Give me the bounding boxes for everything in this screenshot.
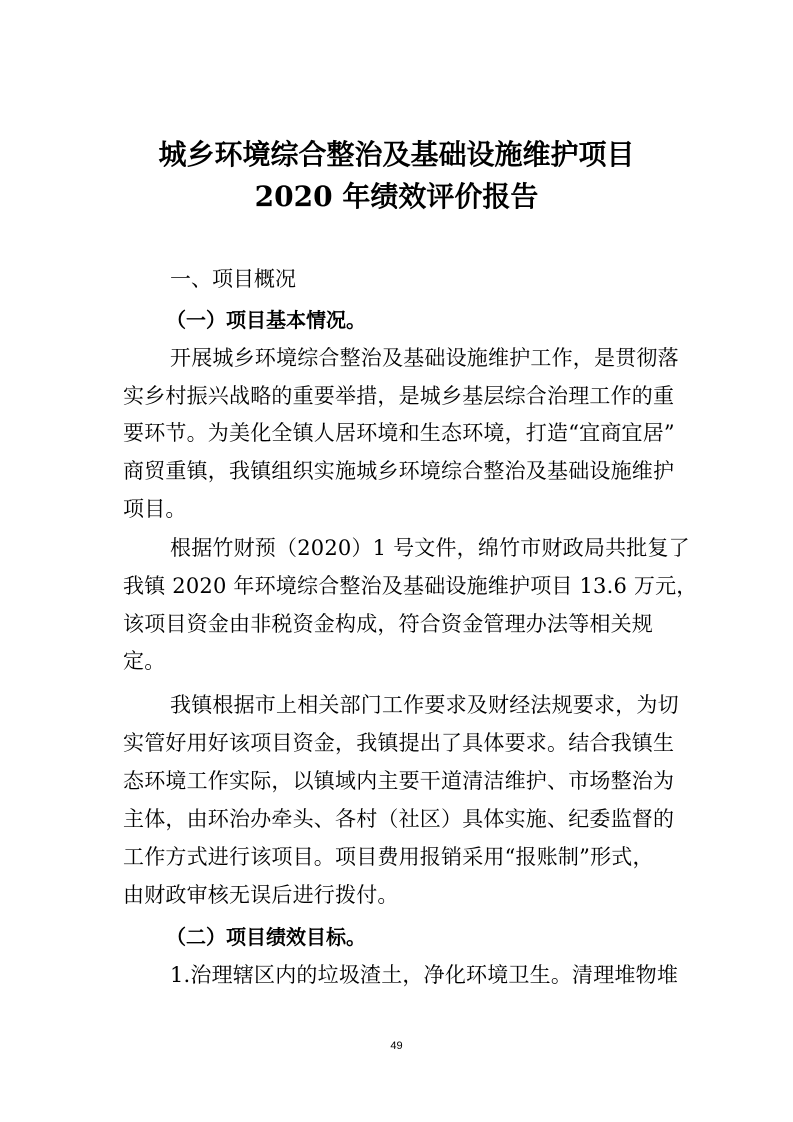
paragraph-line: 由财政审核无误后进行拨付。	[123, 883, 399, 907]
paragraph-line: 要环节。为美化全镇人居环境和生态环境，打造“宜商宜居”	[123, 421, 675, 445]
paragraph-line: 实乡村振兴战略的重要举措，是城乡基层综合治理工作的重	[123, 384, 675, 408]
paragraph-line: 定。	[123, 649, 166, 673]
paragraph-line: 项目。	[123, 497, 187, 521]
subsection-heading-performance-goals: （二）项目绩效目标。	[166, 925, 366, 949]
paragraph-line: 根据竹财预（2020）1 号文件，绵竹市财政局共批复了	[170, 536, 690, 560]
paragraph-line: 实管好用好该项目资金，我镇提出了具体要求。结合我镇生	[123, 731, 675, 755]
section-heading-project-overview: 一、项目概况	[170, 267, 296, 291]
paragraph-line: 主体，由环治办牵头、各村（社区）具体实施、纪委监督的	[123, 807, 675, 831]
paragraph-line: 1.治理辖区内的垃圾渣土，净化环境卫生。清理堆物堆	[170, 963, 679, 987]
paragraph-line: 我镇根据市上相关部门工作要求及财经法规要求，为切	[170, 693, 679, 717]
paragraph-line: 我镇 2020 年环境综合整治及基础设施维护项目 13.6 万元，	[123, 574, 698, 598]
paragraph-line: 态环境工作实际，以镇域内主要干道清洁维护、市场整治为	[123, 769, 675, 793]
subsection-heading-basic-info: （一）项目基本情况。	[166, 308, 366, 332]
report-title-line-2: 2020 年绩效评价报告	[254, 180, 539, 213]
paragraph-line: 开展城乡环境综合整治及基础设施维护工作，是贯彻落	[170, 346, 679, 370]
page-number: 49	[390, 1040, 403, 1052]
report-title-line-1: 城乡环境综合整治及基础设施维护项目	[158, 138, 635, 171]
paragraph-line: 工作方式进行该项目。项目费用报销采用“报账制”形式，	[123, 845, 654, 869]
paragraph-line: 商贸重镇，我镇组织实施城乡环境综合整治及基础设施维护	[123, 459, 675, 483]
paragraph-line: 该项目资金由非税资金构成，符合资金管理办法等相关规	[123, 612, 653, 636]
